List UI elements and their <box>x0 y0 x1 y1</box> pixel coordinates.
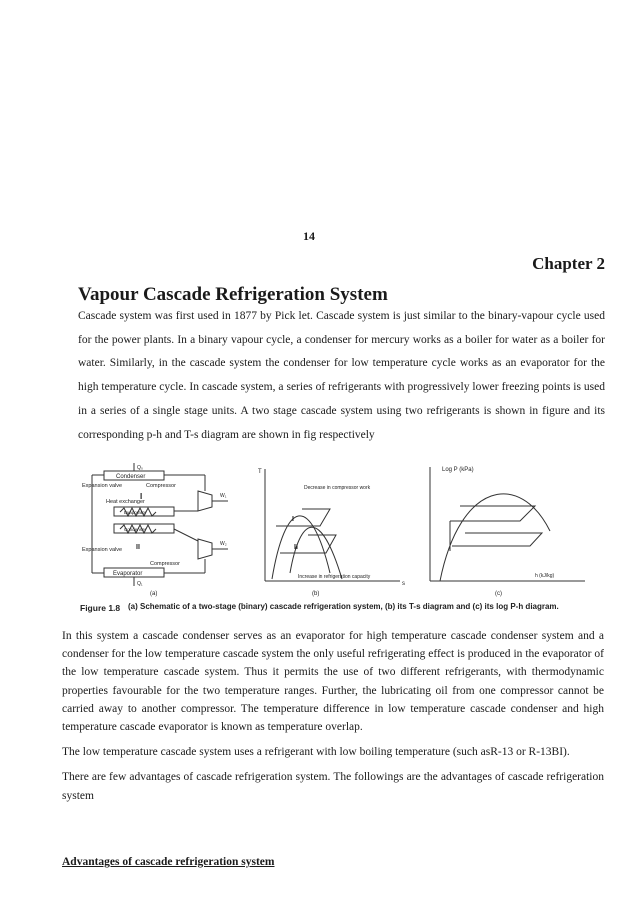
ts-stage-one-label: I <box>292 516 294 523</box>
work-one-label: W₁ <box>220 493 227 499</box>
ts-note-top: Decrease in compressor work <box>304 485 371 491</box>
stage-two-label: II <box>136 544 140 551</box>
paragraph-low-temperature: The low temperature cascade system uses a refrigerant with low boiling temperature (such asR-13 or R-13BI). <box>62 746 570 759</box>
condenser-label: Condenser <box>116 474 146 480</box>
paragraph-cascade-condenser: In this system a cascade condenser serves as an evaporator for high temperature cascade condenser system and a condenser for the low temperature cascade system the only useful refrigerating effect is produced in the evaporator of the low temperature cascade system. Thus it permits the use of two different refrigerants, with thermodynamic properties favourable for the two temperature ranges. Further, the lubricating oil from one compressor cannot be carried away to another compressor. The temperature difference in low temperature cascade condenser and high temperature cascade evaporator is known as temperature overlap. <box>62 630 604 734</box>
ph-axis-x-label: h (kJ/kg) <box>535 573 555 579</box>
ph-diagram-panel <box>430 467 585 581</box>
advantages-heading: Advantages of cascade refrigeration system <box>62 856 275 868</box>
expansion-valve-top-label: Expansion valve <box>82 483 123 489</box>
ts-axis-x-label: s <box>402 581 405 587</box>
schematic-panel <box>92 463 228 586</box>
page-number: 14 <box>303 229 315 243</box>
body-text <box>62 627 604 812</box>
chapter-heading: Chapter 2 <box>532 254 605 273</box>
figure-caption-box <box>128 602 590 621</box>
ts-axis-y-label: T <box>258 469 262 475</box>
expansion-valve-bottom-label: Expansion valve <box>82 547 123 553</box>
stage-one-label: I <box>140 492 143 501</box>
intro-paragraph: Cascade system was first used in 1877 by Pick let. Cascade system is just similar to the binary-vapour cycle used for the power plants. In a binary vapour cycle, a condenser for mercury works as a boiler for water as a boiler for water. Similarly, in the cascade system the condenser for low temperature cycle works as an evaporator for the high temperature cycle. In cascade system, a series of refrigerants with progressively lower freezing points is used in a series of a single stage units. A two stage cascade system using two refrigerants is shown in figure and its corresponding p-h and T-s diagram are shown in fig respectively <box>78 310 605 441</box>
figure-caption-label: Figure 1.8 <box>80 603 121 613</box>
compressor-top-label: Compressor <box>146 483 176 489</box>
paragraph-advantages-intro: There are few advantages of cascade refrigeration system. The followings are the advantages of cascade refrigeration system <box>62 771 604 802</box>
cascade-figure <box>80 461 590 621</box>
work-two-label: W₂ <box>220 541 227 547</box>
section-title: Vapour Cascade Refrigeration System <box>78 284 388 305</box>
heat-exchanger-label: Heat exchanger <box>106 499 145 505</box>
ts-stage-two-label: II <box>294 544 298 551</box>
evaporator-label: Evaporator <box>113 571 143 577</box>
cascade-figure-drawing <box>80 461 590 621</box>
condenser-inner-label: Condenser <box>124 527 147 532</box>
panel-b-label: (b) <box>312 591 320 597</box>
panel-a-label: (a) <box>150 591 158 597</box>
figure-caption-text: (a) Schematic of a two-stage (binary) cascade refrigeration system, (b) its T-s diagram and (c) its log P-h diagram. <box>128 602 559 611</box>
heat-out-label: Q₀ <box>137 465 143 471</box>
heat-in-label: Q₁ <box>137 581 143 587</box>
ph-axis-y-label: Log P (kPa) <box>442 467 474 473</box>
evaporator-inner-label: Evaporator <box>124 510 147 515</box>
ts-note-bottom: Increase in refrigeration capacity <box>298 574 371 580</box>
compressor-bottom-label: Compressor <box>150 561 180 567</box>
panel-c-label: (c) <box>495 591 502 597</box>
